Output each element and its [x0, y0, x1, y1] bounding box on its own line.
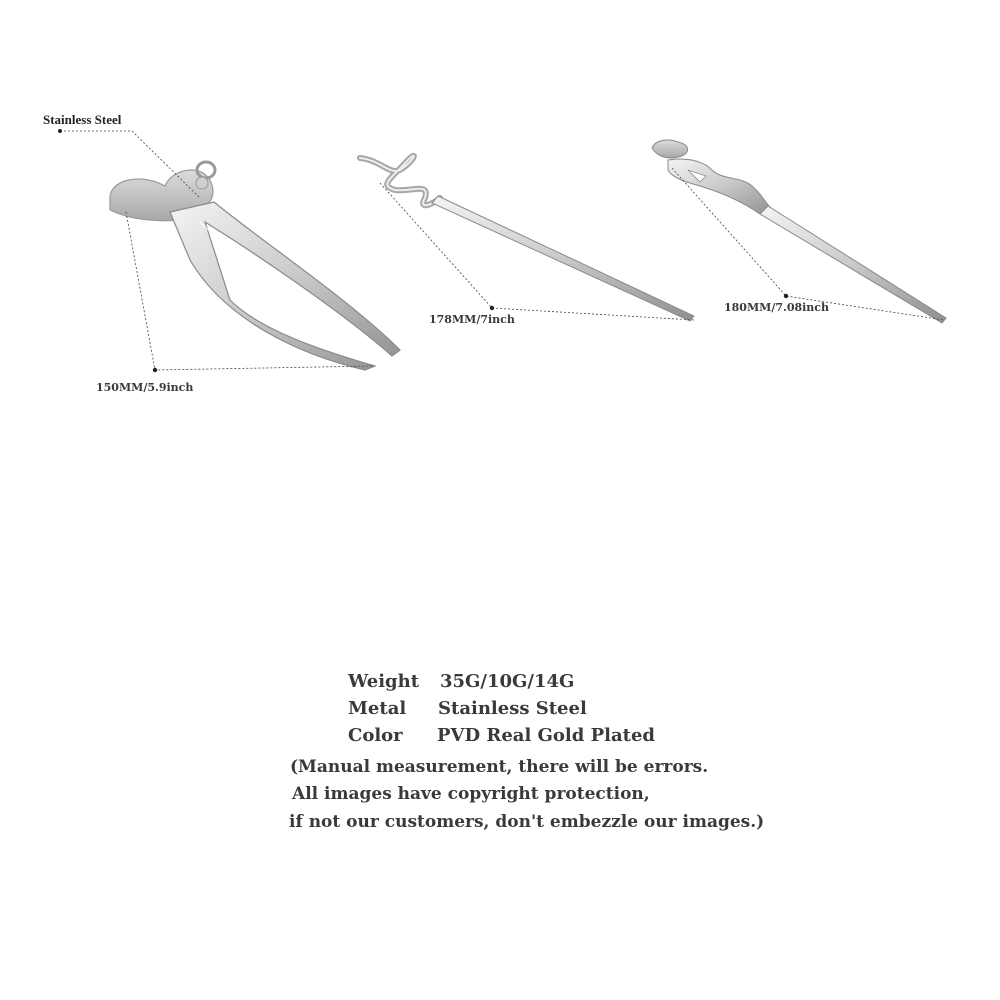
cat-body — [668, 159, 776, 214]
cat-head — [652, 140, 688, 158]
spec-metal — [348, 698, 748, 722]
disclaimer-line-2: All images have copyright protection, — [292, 784, 650, 804]
snake-hairpin-dimension: 178MM/7inch — [429, 313, 515, 326]
spec-metal-label: Metal — [348, 698, 407, 719]
spec-weight — [348, 671, 748, 695]
spec-color-value: PVD Real Gold Plated — [437, 725, 656, 746]
material-callout-label: Stainless Steel — [43, 112, 122, 127]
disclaimer-line-1: (Manual measurement, there will be errors. — [290, 757, 709, 777]
cat-hairpin-dimension: 180MM/7.08inch — [724, 301, 829, 314]
cat-hairpin — [652, 140, 946, 323]
spec-color-label: Color — [348, 725, 403, 746]
fork-prongs — [170, 202, 400, 370]
spec-color — [348, 725, 748, 749]
disclaimer-line-3: if not our customers, don't embezzle our images.) — [289, 812, 765, 832]
spec-metal-value: Stainless Steel — [438, 698, 587, 719]
spec-weight-label: Weight — [348, 671, 420, 692]
spec-weight-value: 35G/10G/14G — [440, 671, 575, 692]
snake-hairpin — [360, 156, 694, 321]
heart-hairpin — [110, 162, 400, 370]
heart-hairpin-dimension: 150MM/5.9inch — [96, 381, 194, 394]
snake-head — [360, 156, 440, 205]
snake-stick — [432, 196, 694, 321]
